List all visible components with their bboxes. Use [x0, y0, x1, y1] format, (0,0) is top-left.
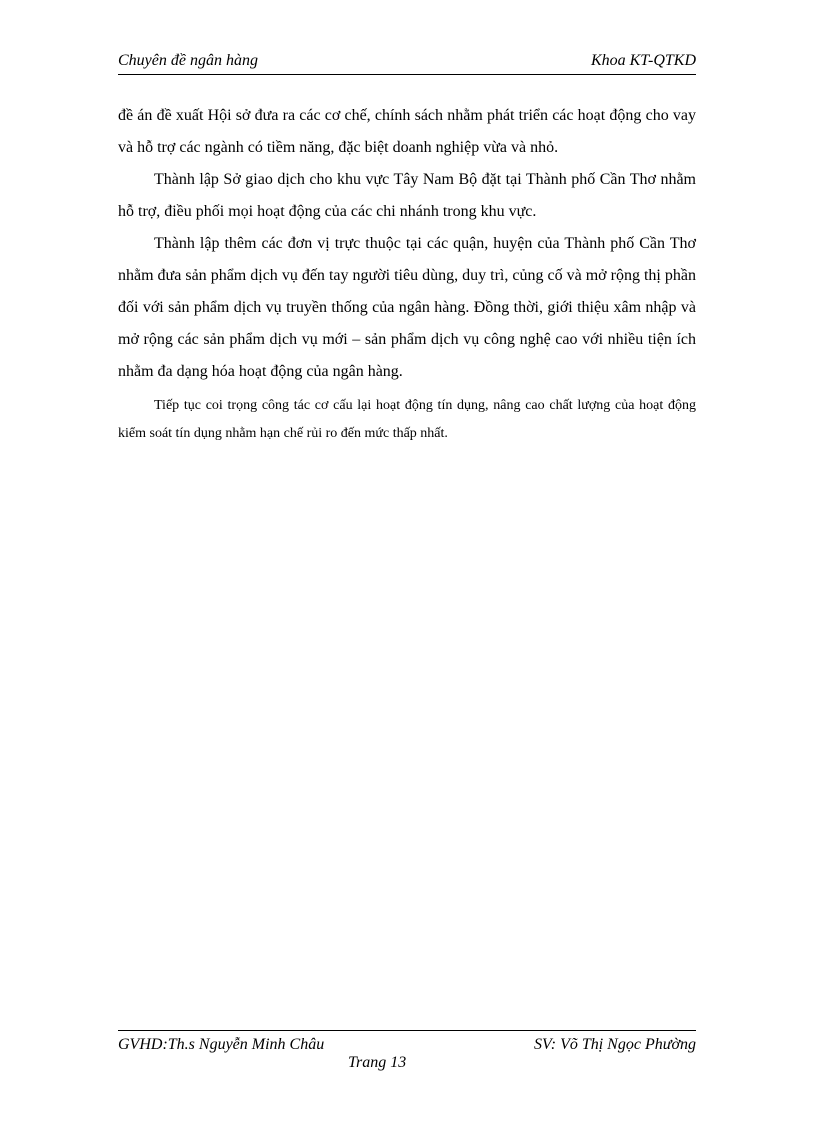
footer-advisor: GVHD:Th.s Nguyễn Minh Châu	[118, 1036, 325, 1053]
page-header	[118, 52, 696, 75]
footer-student: SV: Võ Thị Ngọc Phường	[534, 1036, 696, 1053]
paragraph-1: đề án đề xuất Hội sở đưa ra các cơ chế, chính sách nhằm phát triển các hoạt động cho vay và hỗ trợ các ngành có tiềm năng, đặc biệt doanh nghiệp vừa và nhỏ.	[118, 107, 696, 156]
paragraph-4: Tiếp tục coi trọng công tác cơ cấu lại hoạt động tín dụng, nâng cao chất lượng của hoạt động kiểm soát tín dụng nhằm hạn chế rủi ro đến mức thấp nhất.	[118, 398, 696, 441]
page-number: Trang 13	[348, 1054, 407, 1071]
header-title: Chuyên đề ngân hàng	[118, 52, 258, 69]
paragraph-2: Thành lập Sở giao dịch cho khu vực Tây Nam Bộ đặt tại Thành phố Cần Thơ nhằm hỗ trợ, điều phối mọi hoạt động của các chi nhánh trong khu vực.	[118, 171, 696, 220]
header-department: Khoa KT-QTKD	[590, 52, 696, 69]
document-body	[118, 100, 696, 448]
footer-divider	[118, 1030, 696, 1031]
paragraph-3: Thành lập thêm các đơn vị trực thuộc tại các quận, huyện của Thành phố Cần Thơ nhằm đưa sản phẩm dịch vụ đến tay người tiêu dùng, duy trì, củng cố và mở rộng thị phần đối với sản phẩm dịch vụ truyền thống của ngân hàng. Đồng thời, giới thiệu xâm nhập và mở rộng các sản phẩm dịch vụ mới – sản phẩm dịch vụ công nghệ cao với nhiều tiện ích nhằm đa dạng hóa hoạt động của ngân hàng.	[118, 235, 696, 380]
